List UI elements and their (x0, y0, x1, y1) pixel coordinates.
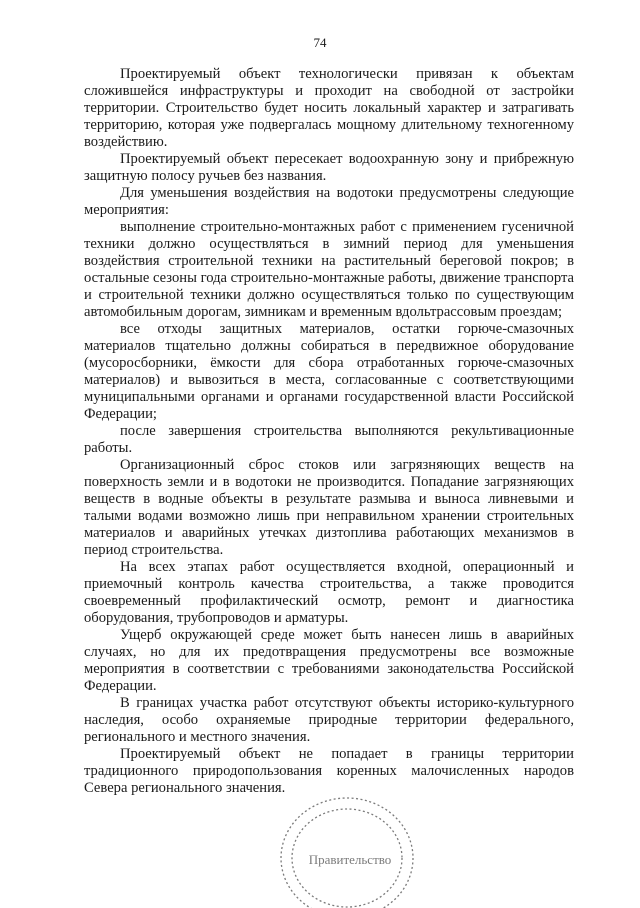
body-text (84, 66, 574, 797)
list-item: все отходы защитных материалов, остатки горюче-смазочных материалов тщательно должны собираться в передвижное оборудование (мусоросборники, ёмкости для сбора отработанных горюче-смазочных материалов) и вывозиться в места, согласованные с соответствующими муниципальными органами и органами государственной власти Российской Федерации; (84, 321, 574, 422)
paragraph: Организационный сброс стоков или загрязняющих веществ на поверхность земли и в водотоки не производится. Попадание загрязняющих веществ в водные объекты в результате размыва и выноса ливневыми и талыми водами возможно лишь при неправильном хранении строительных материалов и аварийных утечках дизтоплива работающих механизмов в период строительства. (84, 457, 574, 558)
paragraph: Проектируемый объект не попадает в границы территории традиционного природопользования коренных малочисленных народов Севера регионального значения. (84, 746, 574, 796)
page-number: 74 (313, 35, 327, 50)
paragraph: Проектируемый объект пересекает водоохранную зону и прибрежную защитную полосу ручьев без названия. (84, 151, 574, 184)
stamp-text: Правительство (308, 852, 392, 867)
paragraph: Для уменьшения воздействия на водотоки предусмотрены следующие мероприятия: (84, 185, 574, 218)
list-item: после завершения строительства выполняются рекультивационные работы. (84, 423, 574, 456)
list-item: выполнение строительно-монтажных работ с применением гусеничной техники должно осуществляться в зимний период для уменьшения воздействия строительной техники на растительный береговой покров; в остальные сезоны года строительно-монтажные работы, движение транспорта и строительной техники должно осуществляться только по существующим автомобильным дорогам, зимникам и временным вдольтрассовым проездам; (84, 219, 574, 320)
official-stamp (272, 776, 422, 908)
paragraph: Проектируемый объект технологически привязан к объектам сложившейся инфраструктуры и проходит на свободной от застройки территории. Строительство будет носить локальный характер и затрагивать территорию, которая уже подвергалась мощному длительному техногенному воздействию. (84, 66, 574, 150)
paragraph: На всех этапах работ осуществляется входной, операционный и приемочный контроль качества строительства, а также проводится своевременный профилактический осмотр, ремонт и диагностика оборудования, трубопроводов и арматуры. (84, 559, 574, 626)
paragraph: Ущерб окружающей среде может быть нанесен лишь в аварийных случаях, но для их предотвращения предусмотрены все возможные мероприятия в соответствии с требованиями законодательства Российской Федерации. (84, 627, 574, 694)
paragraph: В границах участка работ отсутствуют объекты историко-культурного наследия, особо охраняемые природные территории федерального, регионального и местного значения. (84, 695, 574, 745)
